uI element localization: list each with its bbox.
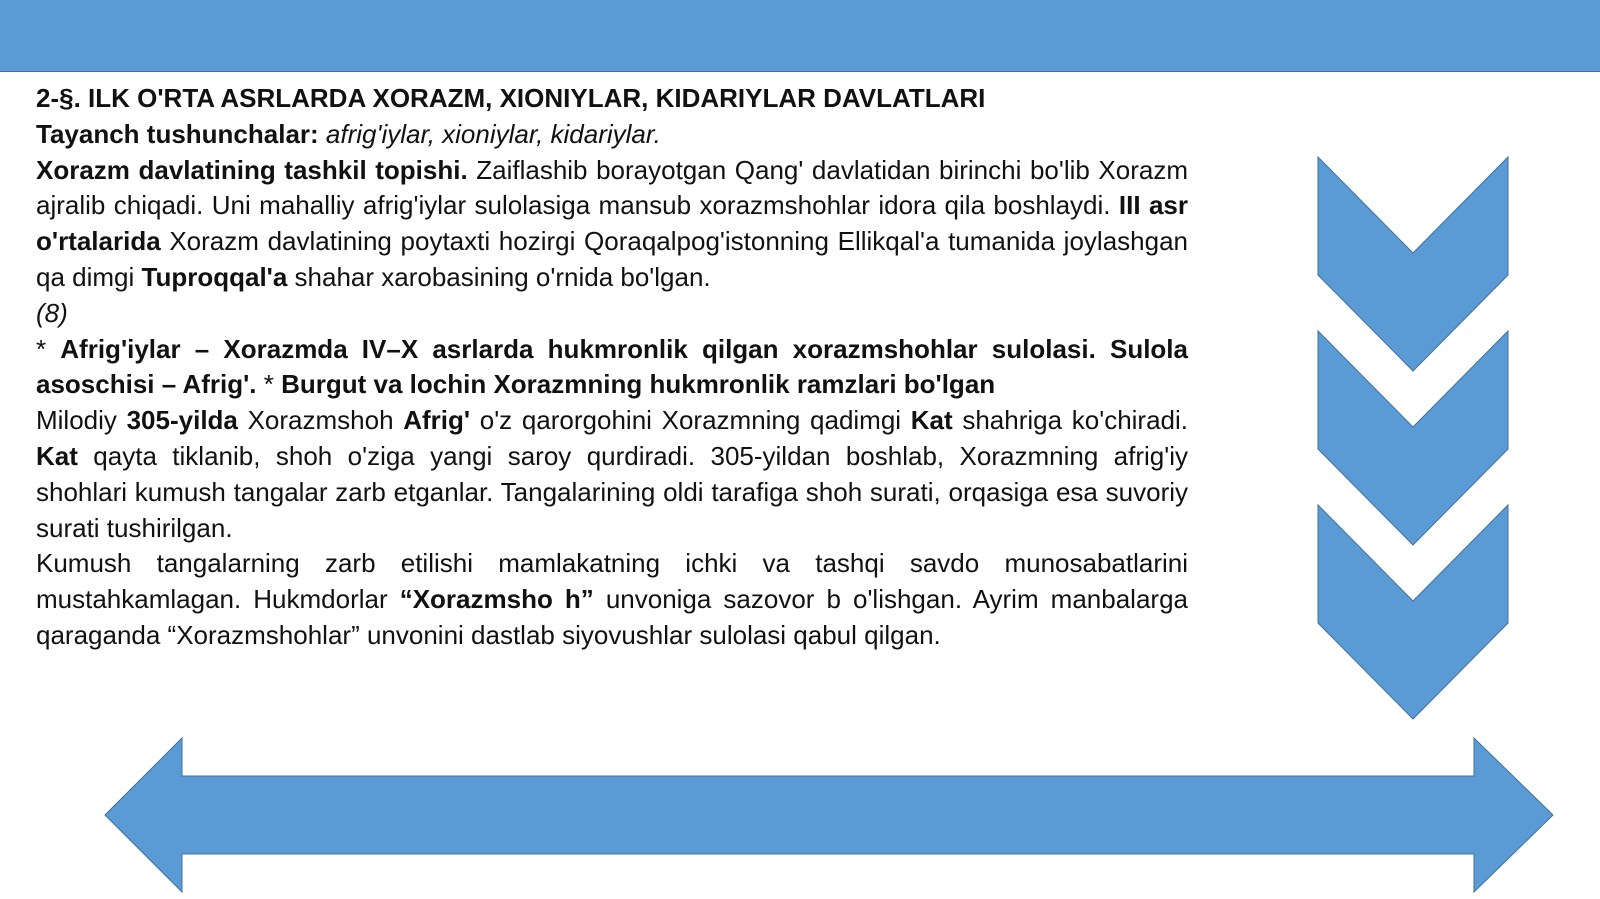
chevron-down-icon-1: [1318, 157, 1508, 371]
key-terms-list: afrig'iylar, xioniylar, kidariylar.: [325, 118, 661, 149]
paragraph-2-text-3: o'z qarorgohini Xorazmning qadimgi: [470, 405, 911, 436]
paragraph-1-bold-1: III asr o'rtalarida: [36, 190, 1188, 257]
double-arrow-icon: [105, 738, 1553, 892]
page-title: 2-§. ILK O'RTA ASRLARDA XORAZM, XIONIYLAR, KIDARIYLAR DAVLATLARI: [36, 83, 986, 113]
paragraph-2-bold-2: Afrig': [403, 405, 471, 436]
paragraph-1-bold-2: Tuproqqal'a: [141, 261, 288, 292]
paragraph-3-bold-1: “Xorazmsho h”: [399, 584, 594, 615]
paragraph-1: [36, 153, 1188, 296]
paragraph-2-text-1: Milodiy: [36, 405, 127, 436]
key-terms-label: Tayanch tushunchalar:: [36, 118, 319, 149]
paragraph-2-bold-3: Kat: [910, 405, 953, 436]
paragraph-1-text-3: shahar xarobasining o'rnida bo'lgan.: [287, 261, 711, 292]
paragraph-2-bold-4: Kat: [36, 440, 78, 471]
paragraph-3-text-1: Kumush tangalarning zarb etilishi mamlakatning ichki va tashqi savdo munosabatlarini mustahkamlagan. Hukmdorlar: [36, 548, 1188, 615]
paragraph-2: [36, 403, 1188, 546]
note-star-2: *: [256, 369, 282, 400]
paragraph-3-text-2: unvoniga sazovor b o'lishgan. Ayrim manbalarga qaraganda “Xorazmshohlar” unvonini dastlab siyovushlar sulolasi qabul qilgan.: [36, 584, 1188, 650]
note-2: Burgut va lochin Xorazmning hukmronlik ramzlari bo'lgan: [281, 369, 996, 400]
paragraph-2-text-2: Xorazmshoh: [237, 405, 404, 436]
paragraph-1-text-2: Xorazm davlatining poytaxti hozirgi Qoraqalpog'istonning Ellikqal'a tumanida joylashgan qa dimgi: [36, 226, 1188, 292]
slide-text: [36, 81, 1188, 654]
page-reference: (8): [36, 297, 68, 328]
key-terms: [36, 117, 1188, 153]
paragraph-3: [36, 546, 1188, 653]
paragraph-1-text-1: Zaiflashib borayotgan Qang' davlatidan birinchi bo'lib Xorazm ajralib chiqadi. Uni mahalliy afrig'iylar sulolasiga mansub xorazmshohlar idora qila boshlaydi.: [36, 154, 1188, 221]
note-1: Afrig'iylar – Xorazmda IV–X asrlarda hukmronlik qilgan xorazmshohlar sulolasi. Sulola asoschisi – Afrig'.: [36, 333, 1188, 400]
paragraph-2-bold-1: 305-yilda: [126, 405, 238, 436]
paragraph-2-text-5: qayta tiklanib, shoh o'ziga yangi saroy qurdiradi. 305-yildan boshlab, Xorazmning afrig'iy shohlari kumush tangalar zarb etganlar. Tangalarining oldi tarafiga shoh surati, orqasiga esa suvoriy surati tushirilgan.: [36, 440, 1188, 543]
note-star-1: *: [36, 333, 61, 364]
paragraph-2-text-4: shahriga ko'chiradi.: [952, 405, 1189, 436]
notes-paragraph: [36, 332, 1188, 404]
paragraph-1-lead: Xorazm davlatining tashkil topishi.: [36, 154, 468, 185]
